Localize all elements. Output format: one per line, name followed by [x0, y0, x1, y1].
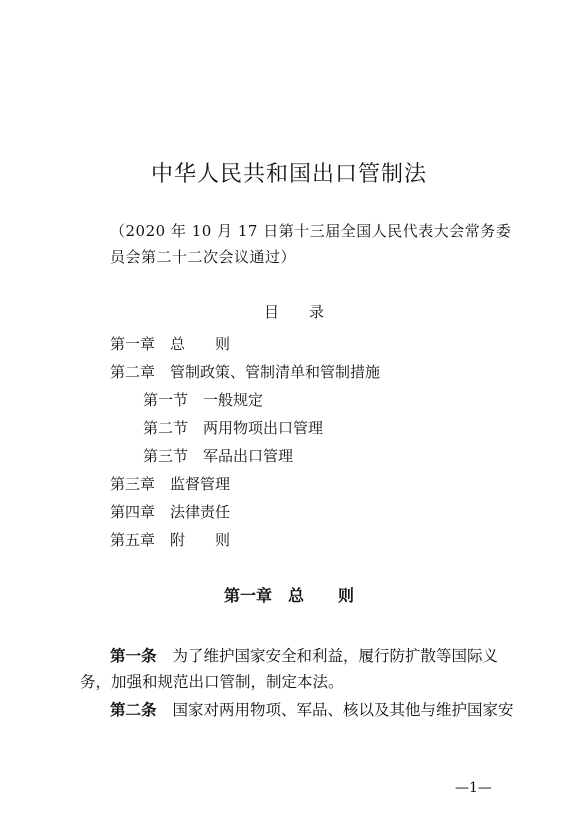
toc-heading — [264, 301, 324, 322]
toc-heading-left: 目 — [264, 303, 280, 321]
article-2-line-1 — [110, 698, 514, 720]
article-2-label: 第二条 — [110, 701, 157, 719]
toc-entry-number: 第三节 — [143, 447, 189, 465]
toc-entry-title-a: 附 — [170, 531, 186, 549]
toc-entry-title: 法律责任 — [170, 503, 231, 521]
toc-entry-title: 军品出口管理 — [203, 447, 294, 465]
toc-entry-chapter-3[interactable] — [110, 473, 230, 494]
chapter-number: 第一章 — [223, 586, 272, 605]
article-1-text: 为了维护国家安全和利益，履行防扩散等国际义 — [172, 647, 499, 665]
toc-entry-title: 两用物项出口管理 — [203, 419, 324, 437]
chapter-title-a: 总 — [287, 586, 304, 605]
document-title: 中华人民共和国出口管制法 — [150, 162, 427, 187]
toc-entry-title-b: 则 — [215, 335, 231, 353]
article-2-text: 国家对两用物项、军品、核以及其他与维护国家安 — [172, 701, 514, 719]
toc-entry-number: 第一章 — [110, 335, 156, 353]
toc-entry-section-2[interactable] — [143, 417, 323, 438]
chapter-title-b: 则 — [338, 586, 355, 605]
article-1-line-1 — [110, 644, 498, 666]
toc-entry-number: 第五章 — [110, 531, 156, 549]
toc-entry-chapter-2[interactable] — [110, 361, 380, 382]
toc-heading-right: 录 — [309, 303, 325, 321]
toc-entry-number: 第二节 — [143, 419, 189, 437]
toc-entry-section-3[interactable] — [143, 445, 293, 466]
toc-entry-number: 第二章 — [110, 363, 156, 381]
toc-entry-chapter-5[interactable] — [110, 529, 230, 550]
toc-entry-chapter-1[interactable] — [110, 333, 230, 354]
toc-entry-number: 第四章 — [110, 503, 156, 521]
toc-entry-number: 第一节 — [143, 391, 189, 409]
page-number: —1— — [455, 780, 492, 796]
article-1-label: 第一条 — [110, 647, 157, 665]
toc-entry-title-b: 则 — [215, 531, 231, 549]
toc-entry-chapter-4[interactable] — [110, 501, 230, 522]
adoption-note-line-2: 员会第二十二次会议通过） — [110, 248, 297, 266]
chapter-heading — [0, 583, 578, 606]
toc-entry-number: 第三章 — [110, 475, 156, 493]
adoption-note-line-1: （2020 年 10 月 17 日第十三届全国人民代表大会常务委 — [110, 222, 512, 240]
toc-entry-title: 一般规定 — [203, 391, 264, 409]
toc-entry-title: 管制政策、管制清单和管制措施 — [170, 363, 381, 381]
toc-entry-section-1[interactable] — [143, 389, 263, 410]
toc-entry-title: 监督管理 — [170, 475, 231, 493]
toc-entry-title-a: 总 — [170, 335, 186, 353]
article-1-line-2: 务，加强和规范出口管制，制定本法。 — [80, 673, 344, 691]
